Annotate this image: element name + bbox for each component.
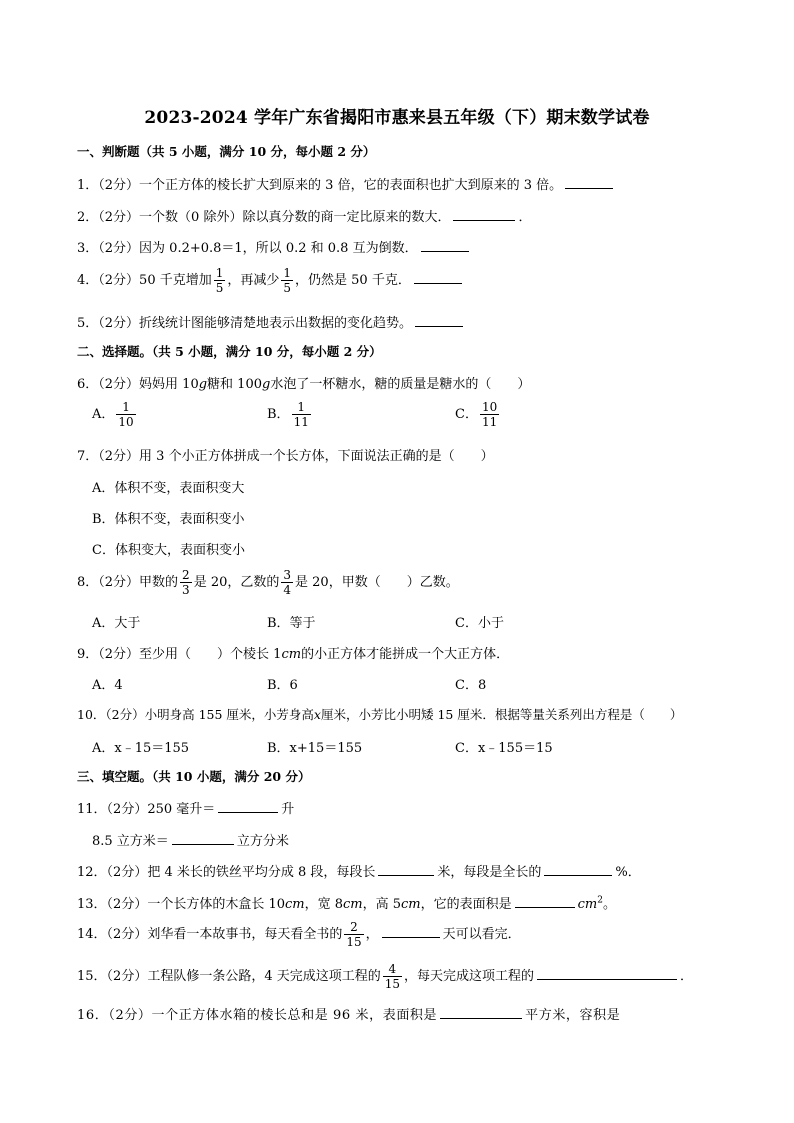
answer-blank[interactable] xyxy=(537,965,677,980)
section-heading-choice: 二、选择题。（共 5 小题，满分 10 分，每小题 2 分） xyxy=(77,344,382,359)
question-text: 天可以看完． xyxy=(442,927,521,942)
question-text: 糖和 100 xyxy=(207,377,262,392)
unit: cm xyxy=(285,897,305,912)
question-14 xyxy=(77,920,521,949)
answer-blank[interactable] xyxy=(218,798,278,813)
question-text: ，每天完成这项工程的 xyxy=(404,969,535,984)
question-text: 平方米，容积是 xyxy=(525,1008,621,1023)
question-9 xyxy=(77,643,509,662)
question-text: ，它的表面积是 xyxy=(420,897,512,912)
option-a[interactable]: A．4 xyxy=(92,678,123,693)
question-text: 6．（2分）妈妈用 10 xyxy=(77,377,199,392)
question-text: 11．（2分）250 毫升＝ xyxy=(77,802,216,817)
fraction: $\frac{1}{5}$ xyxy=(215,266,224,295)
question-text: 是 20，乙数的 xyxy=(193,575,280,590)
unit: cm xyxy=(343,897,363,912)
answer-blank[interactable] xyxy=(440,1004,522,1019)
option-a[interactable]: A．大于 xyxy=(92,616,141,631)
unit: cm xyxy=(401,897,421,912)
superscript: 2 xyxy=(597,895,603,906)
question-text: 的小正方体才能拼成一个大正方体． xyxy=(301,647,510,662)
option-c[interactable]: C．x﹣155＝15 xyxy=(455,741,553,756)
period: ． xyxy=(518,210,532,225)
fraction: $\frac{3}{4}$ xyxy=(283,568,292,597)
answer-blank[interactable] xyxy=(415,312,463,327)
variable: x xyxy=(313,707,321,722)
answer-blank[interactable] xyxy=(544,861,612,876)
question-16 xyxy=(77,1004,620,1023)
question-1 xyxy=(77,174,616,193)
question-text: ，高 5 xyxy=(362,897,402,912)
question-text: 15．（2分）工程队修一条公路，4 天完成这项工程的 xyxy=(77,969,381,984)
unit: %． xyxy=(615,865,641,880)
question-11 xyxy=(77,798,294,817)
question-text: 水泡了一杯糖水，糖的质量是糖水的（ ） xyxy=(270,377,531,392)
option-b[interactable]: B．体积不变，表面积变小 xyxy=(92,512,245,527)
section-heading-fill: 三、填空题。（共 10 小题，满分 20 分） xyxy=(77,769,311,784)
question-text: 8.5 立方米＝ xyxy=(92,834,169,849)
question-12 xyxy=(77,861,641,880)
question-11-part-2 xyxy=(92,830,289,849)
option-c[interactable]: C． $\frac{10}{11}$ xyxy=(455,400,498,429)
unit: g xyxy=(262,377,271,392)
option-b[interactable]: B． $\frac{1}{11}$ xyxy=(267,400,309,429)
question-6 xyxy=(77,373,530,392)
question-text: 8．（2分）甲数的 xyxy=(77,575,179,590)
question-4 xyxy=(77,266,465,295)
question-7: 7．（2分）用 3 个小正方体拼成一个长方体，下面说法正确的是（ ） xyxy=(77,449,494,464)
option-a[interactable]: A．体积不变，表面积变大 xyxy=(92,481,245,496)
fraction: $\frac{10}{11}$ xyxy=(481,400,498,429)
option-a[interactable]: A．x﹣15＝155 xyxy=(92,741,190,756)
fraction: $\frac{2}{3}$ xyxy=(182,568,190,597)
unit: 立方分米 xyxy=(236,834,289,849)
answer-blank[interactable] xyxy=(414,269,462,284)
answer-blank[interactable] xyxy=(565,174,613,189)
question-text: 14．（2分）刘华看一本故事书，每天看全书的 xyxy=(77,927,343,942)
question-text: 10．（2分）小明身高 155 厘米，小芳身高 xyxy=(77,707,314,722)
question-text: 2．（2分）一个数（0 除外）除以真分数的商一定比原来的数大． xyxy=(77,210,451,225)
question-text: 厘米，小芳比小明矮 15 厘米．根据等量关系列出方程是（ ） xyxy=(320,707,683,722)
answer-blank[interactable] xyxy=(515,893,575,908)
question-13 xyxy=(77,893,616,912)
question-text: 是 20，甲数（ ）乙数。 xyxy=(295,575,459,590)
answer-blank[interactable] xyxy=(378,861,434,876)
question-text: 1．（2分）一个正方体的棱长扩大到原来的 3 倍，它的表面积也扩大到原来的 3 倍。 xyxy=(77,178,563,193)
fraction: $\frac{1}{5}$ xyxy=(283,266,292,295)
option-c[interactable]: C．8 xyxy=(455,678,487,693)
period: ． xyxy=(680,969,694,984)
fraction: $\frac{1}{10}$ xyxy=(118,400,134,429)
answer-blank[interactable] xyxy=(453,206,515,221)
question-text: 5．（2分）折线统计图能够清楚地表示出数据的变化趋势。 xyxy=(77,316,413,331)
answer-blank[interactable] xyxy=(382,923,440,938)
fraction: $\frac{1}{11}$ xyxy=(293,400,309,429)
question-text: ， xyxy=(365,927,379,942)
question-text: 3．（2分）因为 0.2+0.8＝1，所以 0.2 和 0.8 互为倒数． xyxy=(77,241,418,256)
fraction: $\frac{2}{15}$ xyxy=(346,920,362,949)
period: 。 xyxy=(603,897,617,912)
section-heading-judgment: 一、判断题（共 5 小题，满分 10 分，每小题 2 分） xyxy=(77,144,376,159)
option-a[interactable]: A． $\frac{1}{10}$ xyxy=(92,400,134,429)
question-text: 米，每段是全长的 xyxy=(437,865,542,880)
question-8 xyxy=(77,568,459,597)
option-c[interactable]: C．小于 xyxy=(455,616,504,631)
option-b[interactable]: B．等于 xyxy=(267,616,316,631)
unit: cm xyxy=(577,897,598,912)
answer-blank[interactable] xyxy=(421,237,469,252)
option-b[interactable]: B．6 xyxy=(267,678,298,693)
question-text: 12．（2分）把 4 米长的铁丝平均分成 8 段，每段长 xyxy=(77,865,376,880)
option-c[interactable]: C．体积变大，表面积变小 xyxy=(92,543,245,558)
fraction: $\frac{4}{15}$ xyxy=(384,962,400,991)
question-text: 16．（2分）一个正方体水箱的棱长总和是 96 米，表面积是 xyxy=(77,1008,438,1023)
page-title: 2023-2024 学年广东省揭阳市惠来县五年级（下）期末数学试卷 xyxy=(144,108,650,128)
unit: 升 xyxy=(281,802,295,817)
unit: g xyxy=(198,377,208,392)
question-10 xyxy=(77,705,682,723)
question-5 xyxy=(77,312,466,331)
question-2 xyxy=(77,206,531,225)
unit: cm xyxy=(281,647,302,662)
answer-blank[interactable] xyxy=(172,830,234,845)
question-text: ，再减少 xyxy=(227,273,280,288)
question-text: 13．（2分）一个长方体的木盒长 10 xyxy=(77,897,285,912)
option-b[interactable]: B．x+15＝155 xyxy=(267,741,363,756)
question-text: 4．（2分）50 千克增加 xyxy=(77,273,212,288)
question-text: ，仍然是 50 千克． xyxy=(295,273,411,288)
question-15 xyxy=(77,962,693,991)
question-3 xyxy=(77,237,472,256)
question-text: 9．（2分）至少用（ ）个棱长 1 xyxy=(77,647,282,662)
question-text: ，宽 8 xyxy=(304,897,344,912)
